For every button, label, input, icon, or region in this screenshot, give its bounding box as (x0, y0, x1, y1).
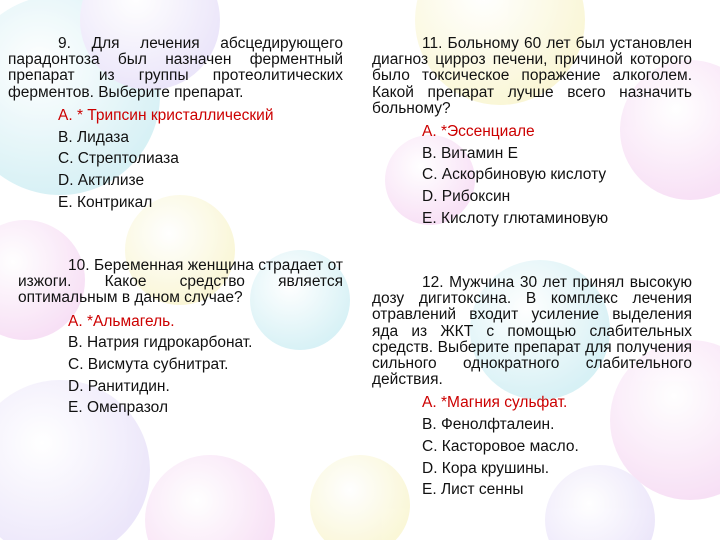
question-stem (372, 275, 692, 388)
question-number: 12. (422, 274, 444, 291)
question-text: Мужчина 30 лет принял высокую дозу дигитоксина. В комплекс лечения отравлений входит усиление выделения яда из ЖКТ с помощью слабительных средств. Выберите препарат для получения сильного однократного слабительного действия. (372, 274, 692, 389)
question-11 (372, 36, 692, 233)
question-stem (18, 258, 343, 307)
option-d: D. Рибоксин (422, 188, 511, 206)
question-9 (8, 36, 343, 216)
question-text: Для лечения абсцедирующего парадонтоза был назначен ферментный препарат из группы протеолитических ферментов. Выберите препарат. (8, 35, 343, 101)
question-stem (8, 36, 343, 101)
question-10 (18, 258, 343, 422)
option-e: E. Лист сенны (422, 481, 524, 499)
answer-options (68, 314, 343, 417)
answer-options (58, 108, 343, 211)
option-e: E. Омепразол (68, 399, 169, 417)
question-stem (372, 36, 692, 117)
option-e: E. Контрикал (58, 193, 153, 211)
option-d: D. Кора крушины. (422, 459, 550, 477)
question-text: Больному 60 лет был установлен диагноз цирроз печени, причиной которого было токсическое поражение алкоголем. Какой препарат лучше всего назначить больному? (372, 35, 693, 117)
question-number: 10. (68, 257, 90, 274)
option-c: C. Стрептолиаза (58, 150, 179, 168)
option-b: B. Лидаза (58, 128, 129, 146)
question-text: Беременная женщина страдает от изжоги. Какое средство является оптимальным в даном случае? (18, 257, 344, 307)
question-number: 9. (58, 35, 71, 52)
question-number: 11. (422, 35, 443, 52)
answer-options (422, 395, 692, 498)
option-b: B. Натрия гидрокарбонат. (68, 334, 253, 352)
option-b: B. Витамин Е (422, 144, 519, 162)
option-c: C. Висмута субнитрат. (68, 356, 229, 374)
question-12 (372, 275, 692, 504)
option-e: E. Кислоту глютаминовую (422, 209, 609, 227)
option-a-correct: A. *Магния сульфат. (422, 394, 568, 412)
option-c: C. Касторовое масло. (422, 437, 579, 455)
option-b: B. Фенолфталеин. (422, 416, 555, 434)
option-d: D. Актилизе (58, 171, 145, 189)
option-d: D. Ранитидин. (68, 377, 170, 395)
answer-options (422, 124, 692, 227)
option-a-correct: A. * Трипсин кристаллический (58, 106, 274, 124)
option-a-correct: A. *Эссенциале (422, 123, 535, 141)
option-c: C. Аскорбиновую кислоту (422, 166, 607, 184)
option-a-correct: A. *Альмагель. (68, 312, 175, 330)
